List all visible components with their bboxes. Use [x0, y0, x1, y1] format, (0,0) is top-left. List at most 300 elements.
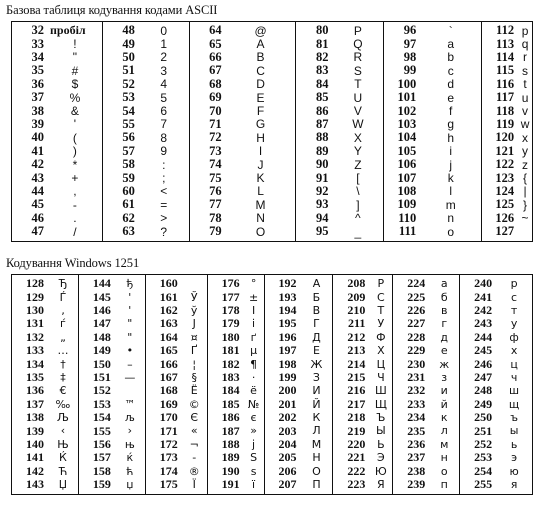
table-row: [79, 331, 145, 344]
table-row: [296, 158, 383, 171]
table-row: [265, 464, 333, 477]
char-code: 190: [221, 463, 240, 478]
char-glyph: D: [256, 77, 265, 92]
char-code: 146: [92, 302, 111, 317]
table-row: [12, 78, 102, 91]
char-code: 180: [221, 329, 240, 344]
table-row: [12, 51, 102, 64]
table-row: [146, 290, 207, 303]
table-row: [333, 290, 392, 303]
char-glyph: п: [440, 478, 448, 492]
char-code: 178: [221, 302, 240, 317]
char-code: 202: [278, 410, 297, 425]
char-code: 246: [474, 356, 493, 371]
char-code: 91: [315, 170, 329, 185]
char-glyph: Ж: [310, 357, 323, 371]
table-row: [333, 384, 392, 397]
table-row: [208, 464, 264, 477]
char-glyph: Н: [312, 451, 321, 465]
table-row: [146, 411, 207, 424]
table-row: [296, 211, 383, 224]
char-glyph: Ї: [192, 478, 196, 492]
char-glyph: з: [441, 370, 448, 384]
char-code: 154: [92, 410, 111, 425]
table-row: [190, 51, 296, 64]
table-row: [12, 384, 78, 397]
char-code: 115: [496, 63, 515, 78]
char-glyph: ±: [248, 290, 259, 304]
char-glyph: ¤: [190, 330, 198, 344]
table-row: [460, 398, 532, 411]
char-glyph: ;: [162, 171, 166, 185]
table-row: [333, 344, 392, 357]
table-row: [12, 158, 102, 171]
char-glyph: Ч: [377, 370, 385, 384]
char-glyph: V: [353, 104, 362, 119]
char-glyph: s: [250, 464, 257, 478]
char-code: 225: [407, 289, 426, 304]
table-column: [190, 22, 297, 241]
char-glyph: Ё: [190, 384, 198, 398]
table-row: [12, 438, 78, 451]
table-row: [393, 411, 459, 424]
table-row: [12, 131, 102, 144]
table-row: [79, 290, 145, 303]
table-column: [460, 275, 533, 494]
char-glyph: p: [521, 23, 529, 38]
table-row: [208, 424, 264, 437]
table-row: [12, 277, 78, 290]
char-code: 252: [474, 436, 493, 451]
char-glyph: э: [511, 451, 518, 465]
char-glyph: M: [255, 197, 266, 212]
char-glyph: >: [160, 211, 168, 226]
char-code: 147: [92, 316, 111, 331]
char-code: 181: [221, 343, 240, 358]
table-row: [12, 290, 78, 303]
char-code: 151: [92, 369, 111, 384]
char-code: 60: [122, 183, 135, 198]
table-row: [103, 78, 189, 91]
table-row: [146, 357, 207, 370]
char-code: 161: [159, 289, 178, 304]
ascii-table-title: Базова таблиця кодування кодами ASCII: [6, 3, 218, 17]
table-row: [333, 411, 392, 424]
table-row: [208, 317, 264, 330]
table-row: [296, 37, 383, 50]
char-code: 112: [496, 23, 515, 38]
table-row: [333, 371, 392, 384]
table-row: [146, 424, 207, 437]
table-row: [265, 357, 333, 370]
table-row: [384, 78, 481, 91]
char-code: 139: [26, 423, 44, 438]
table-row: [384, 104, 481, 117]
table-row: [393, 424, 459, 437]
char-code: 83: [315, 63, 329, 78]
char-code: 152: [92, 383, 111, 398]
char-glyph: З: [312, 370, 320, 384]
char-code: 240: [474, 276, 493, 291]
char-code: 184: [221, 383, 240, 398]
table-row: [393, 438, 459, 451]
char-code: 212: [347, 329, 366, 344]
table-row: [12, 478, 78, 491]
char-code: 220: [347, 436, 366, 451]
table-row: [482, 131, 532, 144]
table-row: [265, 344, 333, 357]
char-code: 176: [221, 276, 240, 291]
table-row: [482, 198, 532, 211]
char-code: 95: [315, 224, 329, 239]
char-glyph: В: [312, 303, 321, 317]
char-glyph: Ќ: [59, 451, 67, 465]
ascii-table: [11, 21, 533, 242]
char-glyph: N: [256, 211, 265, 226]
char-glyph: д: [440, 330, 449, 344]
char-glyph: ъ: [510, 411, 518, 425]
char-glyph: ь: [510, 437, 518, 451]
table-row: [296, 185, 383, 198]
char-code: 110: [398, 210, 417, 225]
table-row: [384, 131, 481, 144]
table-row: [146, 277, 207, 290]
table-row: [333, 317, 392, 330]
char-glyph: ^: [355, 211, 361, 226]
table-row: [333, 304, 392, 317]
table-row: [265, 451, 333, 464]
char-code: 207: [278, 477, 297, 492]
char-code: 63: [122, 224, 135, 239]
char-code: 52: [122, 76, 135, 91]
char-code: 44: [31, 183, 44, 198]
table-row: [460, 424, 532, 437]
table-row: [103, 64, 189, 77]
table-row: [208, 384, 264, 397]
table-row: [265, 384, 333, 397]
char-glyph: »: [250, 424, 257, 438]
char-glyph: H: [256, 130, 265, 145]
char-code: 217: [347, 396, 366, 411]
table-row: [208, 398, 264, 411]
char-code: 107: [397, 170, 417, 185]
char-glyph: Њ: [57, 437, 69, 451]
table-row: [333, 424, 392, 437]
char-glyph: г: [441, 317, 448, 331]
char-code: 126: [495, 210, 515, 225]
char-glyph: в: [440, 303, 448, 317]
char-glyph: №: [247, 397, 260, 411]
char-code: 49: [122, 36, 135, 51]
table-row: [12, 171, 102, 184]
table-row: [296, 51, 383, 64]
char-code: 244: [474, 329, 493, 344]
char-code: 200: [278, 383, 297, 398]
char-glyph: 0: [160, 23, 168, 38]
char-glyph: ': [73, 117, 77, 132]
char-code: 158: [92, 463, 111, 478]
char-code: 123: [495, 170, 515, 185]
char-glyph: o: [447, 224, 455, 239]
char-glyph: c: [447, 63, 454, 78]
char-code: 92: [315, 183, 329, 198]
char-glyph: =: [160, 197, 168, 212]
table-row: [190, 185, 296, 198]
char-glyph: Ђ: [58, 277, 68, 291]
char-code: 51: [122, 63, 135, 78]
char-code: 76: [209, 183, 222, 198]
table-row: [190, 225, 296, 238]
table-row: [384, 185, 481, 198]
char-code: 128: [26, 276, 44, 291]
char-code: 67: [209, 63, 222, 78]
char-glyph: .: [73, 211, 77, 226]
table-row: [12, 344, 78, 357]
char-glyph: l: [449, 184, 453, 199]
char-glyph: Е: [312, 344, 320, 358]
char-glyph: ћ: [126, 464, 134, 478]
char-code: 238: [407, 463, 426, 478]
char-glyph: Ѕ: [250, 451, 258, 465]
char-glyph: Б: [312, 290, 321, 304]
table-column: [12, 22, 103, 241]
char-code: 38: [31, 103, 44, 118]
char-glyph: ђ: [126, 277, 134, 291]
table-row: [393, 304, 459, 317]
char-code: 221: [347, 450, 366, 465]
table-row: [208, 411, 264, 424]
char-code: 248: [474, 383, 493, 398]
char-code: 144: [92, 276, 111, 291]
table-row: [103, 104, 189, 117]
char-glyph: Ы: [375, 424, 386, 438]
char-glyph: б: [440, 290, 448, 304]
table-row: [393, 331, 459, 344]
char-glyph: [: [356, 171, 360, 185]
table-row: [146, 331, 207, 344]
char-code: 182: [221, 356, 240, 371]
table-row: [265, 411, 333, 424]
table-row: [393, 478, 459, 491]
table-row: [79, 304, 145, 317]
table-column: [333, 275, 393, 494]
char-glyph: i: [449, 144, 453, 159]
char-glyph: †: [60, 357, 66, 371]
char-glyph: a: [447, 37, 455, 52]
table-row: [146, 304, 207, 317]
table-row: [393, 277, 459, 290]
char-code: 125: [495, 197, 515, 212]
char-code: 119: [496, 116, 515, 131]
table-row: [12, 91, 102, 104]
table-column: [384, 22, 482, 241]
table-row: [265, 304, 333, 317]
char-glyph: К: [312, 411, 321, 425]
char-glyph: ё: [250, 384, 257, 398]
char-code: 194: [278, 302, 297, 317]
table-row: [79, 438, 145, 451]
char-glyph: Q: [353, 37, 363, 52]
char-glyph: Y: [353, 144, 362, 159]
char-code: 250: [474, 410, 493, 425]
char-code: 101: [397, 90, 417, 105]
char-glyph: K: [256, 171, 265, 185]
char-code: 175: [159, 477, 178, 492]
char-code: 134: [26, 356, 44, 371]
char-glyph: ш: [509, 384, 520, 398]
table-row: [384, 91, 481, 104]
char-glyph: њ: [124, 437, 135, 451]
table-row: [208, 277, 264, 290]
char-glyph: w: [520, 117, 530, 132]
char-code: 111: [398, 224, 417, 239]
char-glyph: ў: [190, 303, 198, 317]
char-code: 77: [209, 197, 222, 212]
char-glyph: ': [128, 303, 132, 317]
char-code: 223: [347, 477, 366, 492]
char-code: 82: [315, 49, 329, 64]
char-code: 75: [209, 170, 222, 185]
char-glyph: Щ: [374, 397, 387, 411]
char-code: 89: [315, 143, 329, 158]
table-row: [146, 371, 207, 384]
table-row: [12, 64, 102, 77]
table-row: [146, 478, 207, 491]
char-glyph: ы: [509, 424, 519, 438]
char-glyph: е: [440, 344, 448, 358]
char-code: 171: [159, 423, 178, 438]
char-glyph: •: [126, 344, 134, 358]
char-code: 249: [474, 396, 493, 411]
table-row: [333, 331, 392, 344]
char-glyph: Л: [312, 424, 321, 438]
table-row: [12, 211, 102, 224]
char-code: 203: [278, 423, 297, 438]
table-row: [208, 331, 264, 344]
table-row: [482, 64, 532, 77]
char-glyph: ": [127, 317, 133, 331]
char-code: 55: [122, 116, 135, 131]
table-row: [393, 398, 459, 411]
table-row: [393, 357, 459, 370]
char-code: 198: [278, 356, 297, 371]
table-row: [12, 411, 78, 424]
char-glyph: v: [522, 104, 529, 119]
table-row: [265, 398, 333, 411]
char-glyph: 6: [160, 104, 168, 119]
char-code: 93: [315, 197, 329, 212]
char-glyph: j: [449, 157, 453, 172]
char-code: 226: [407, 302, 426, 317]
char-code: 103: [397, 116, 417, 131]
char-glyph: к: [440, 411, 448, 425]
char-glyph: ›: [127, 424, 133, 438]
char-glyph: я: [510, 478, 518, 492]
char-code: 211: [348, 316, 366, 331]
char-glyph: @: [254, 23, 267, 38]
table-row: [79, 424, 145, 437]
char-glyph: T: [354, 77, 362, 92]
char-glyph: d: [447, 77, 455, 92]
table-row: [146, 344, 207, 357]
char-glyph: U: [353, 90, 363, 105]
char-code: 185: [221, 396, 240, 411]
table-row: [190, 211, 296, 224]
char-glyph: Х: [377, 344, 385, 358]
char-glyph: 4: [160, 77, 168, 92]
char-glyph: љ: [124, 411, 135, 425]
char-code: 120: [495, 130, 515, 145]
char-glyph: #: [71, 63, 79, 78]
table-row: [482, 145, 532, 158]
table-row: [384, 64, 481, 77]
table-row: [333, 357, 392, 370]
char-glyph: 8: [160, 130, 168, 145]
char-glyph: ї: [252, 478, 256, 492]
char-glyph: k: [447, 171, 454, 185]
table-row: [79, 317, 145, 330]
table-row: [103, 185, 189, 198]
char-code: 165: [159, 343, 178, 358]
char-glyph: µ: [250, 344, 258, 358]
char-glyph: 5: [160, 90, 168, 105]
table-row: [79, 451, 145, 464]
char-code: 205: [278, 450, 297, 465]
char-code: 138: [26, 410, 44, 425]
char-glyph: ж: [439, 357, 450, 371]
char-code: 230: [407, 356, 426, 371]
char-code: 71: [209, 116, 222, 131]
char-glyph: ": [72, 50, 78, 65]
win1251-table-title: Кодування Windows 1251: [6, 256, 140, 270]
char-code: 136: [26, 383, 44, 398]
char-code: 122: [495, 157, 515, 172]
table-row: [79, 344, 145, 357]
char-code: 228: [407, 329, 426, 344]
char-glyph: Ъ: [376, 411, 386, 425]
char-glyph: _: [354, 224, 362, 239]
table-row: [12, 225, 102, 238]
table-row: [208, 357, 264, 370]
char-glyph: 2: [160, 50, 168, 65]
char-code: 218: [347, 410, 366, 425]
char-code: 201: [278, 396, 297, 411]
table-row: [460, 317, 532, 330]
char-code: 153: [92, 396, 111, 411]
char-glyph: Ф: [376, 330, 386, 344]
char-glyph: `: [448, 23, 453, 38]
char-code: 196: [278, 329, 297, 344]
char-glyph: ц: [510, 357, 518, 371]
char-glyph: „: [60, 330, 66, 344]
char-glyph: и: [440, 384, 448, 398]
table-row: [296, 64, 383, 77]
table-row: [208, 438, 264, 451]
char-code: 253: [474, 450, 493, 465]
char-glyph: …: [57, 344, 69, 358]
char-glyph: И: [312, 384, 321, 398]
char-code: 36: [31, 76, 44, 91]
char-code: 140: [26, 436, 44, 451]
table-row: [296, 225, 383, 238]
table-row: [384, 171, 481, 184]
char-code: 113: [496, 36, 515, 51]
table-row: [103, 118, 189, 131]
table-row: [12, 145, 102, 158]
table-row: [482, 158, 532, 171]
char-code: 167: [159, 369, 178, 384]
char-glyph: —: [124, 370, 136, 384]
